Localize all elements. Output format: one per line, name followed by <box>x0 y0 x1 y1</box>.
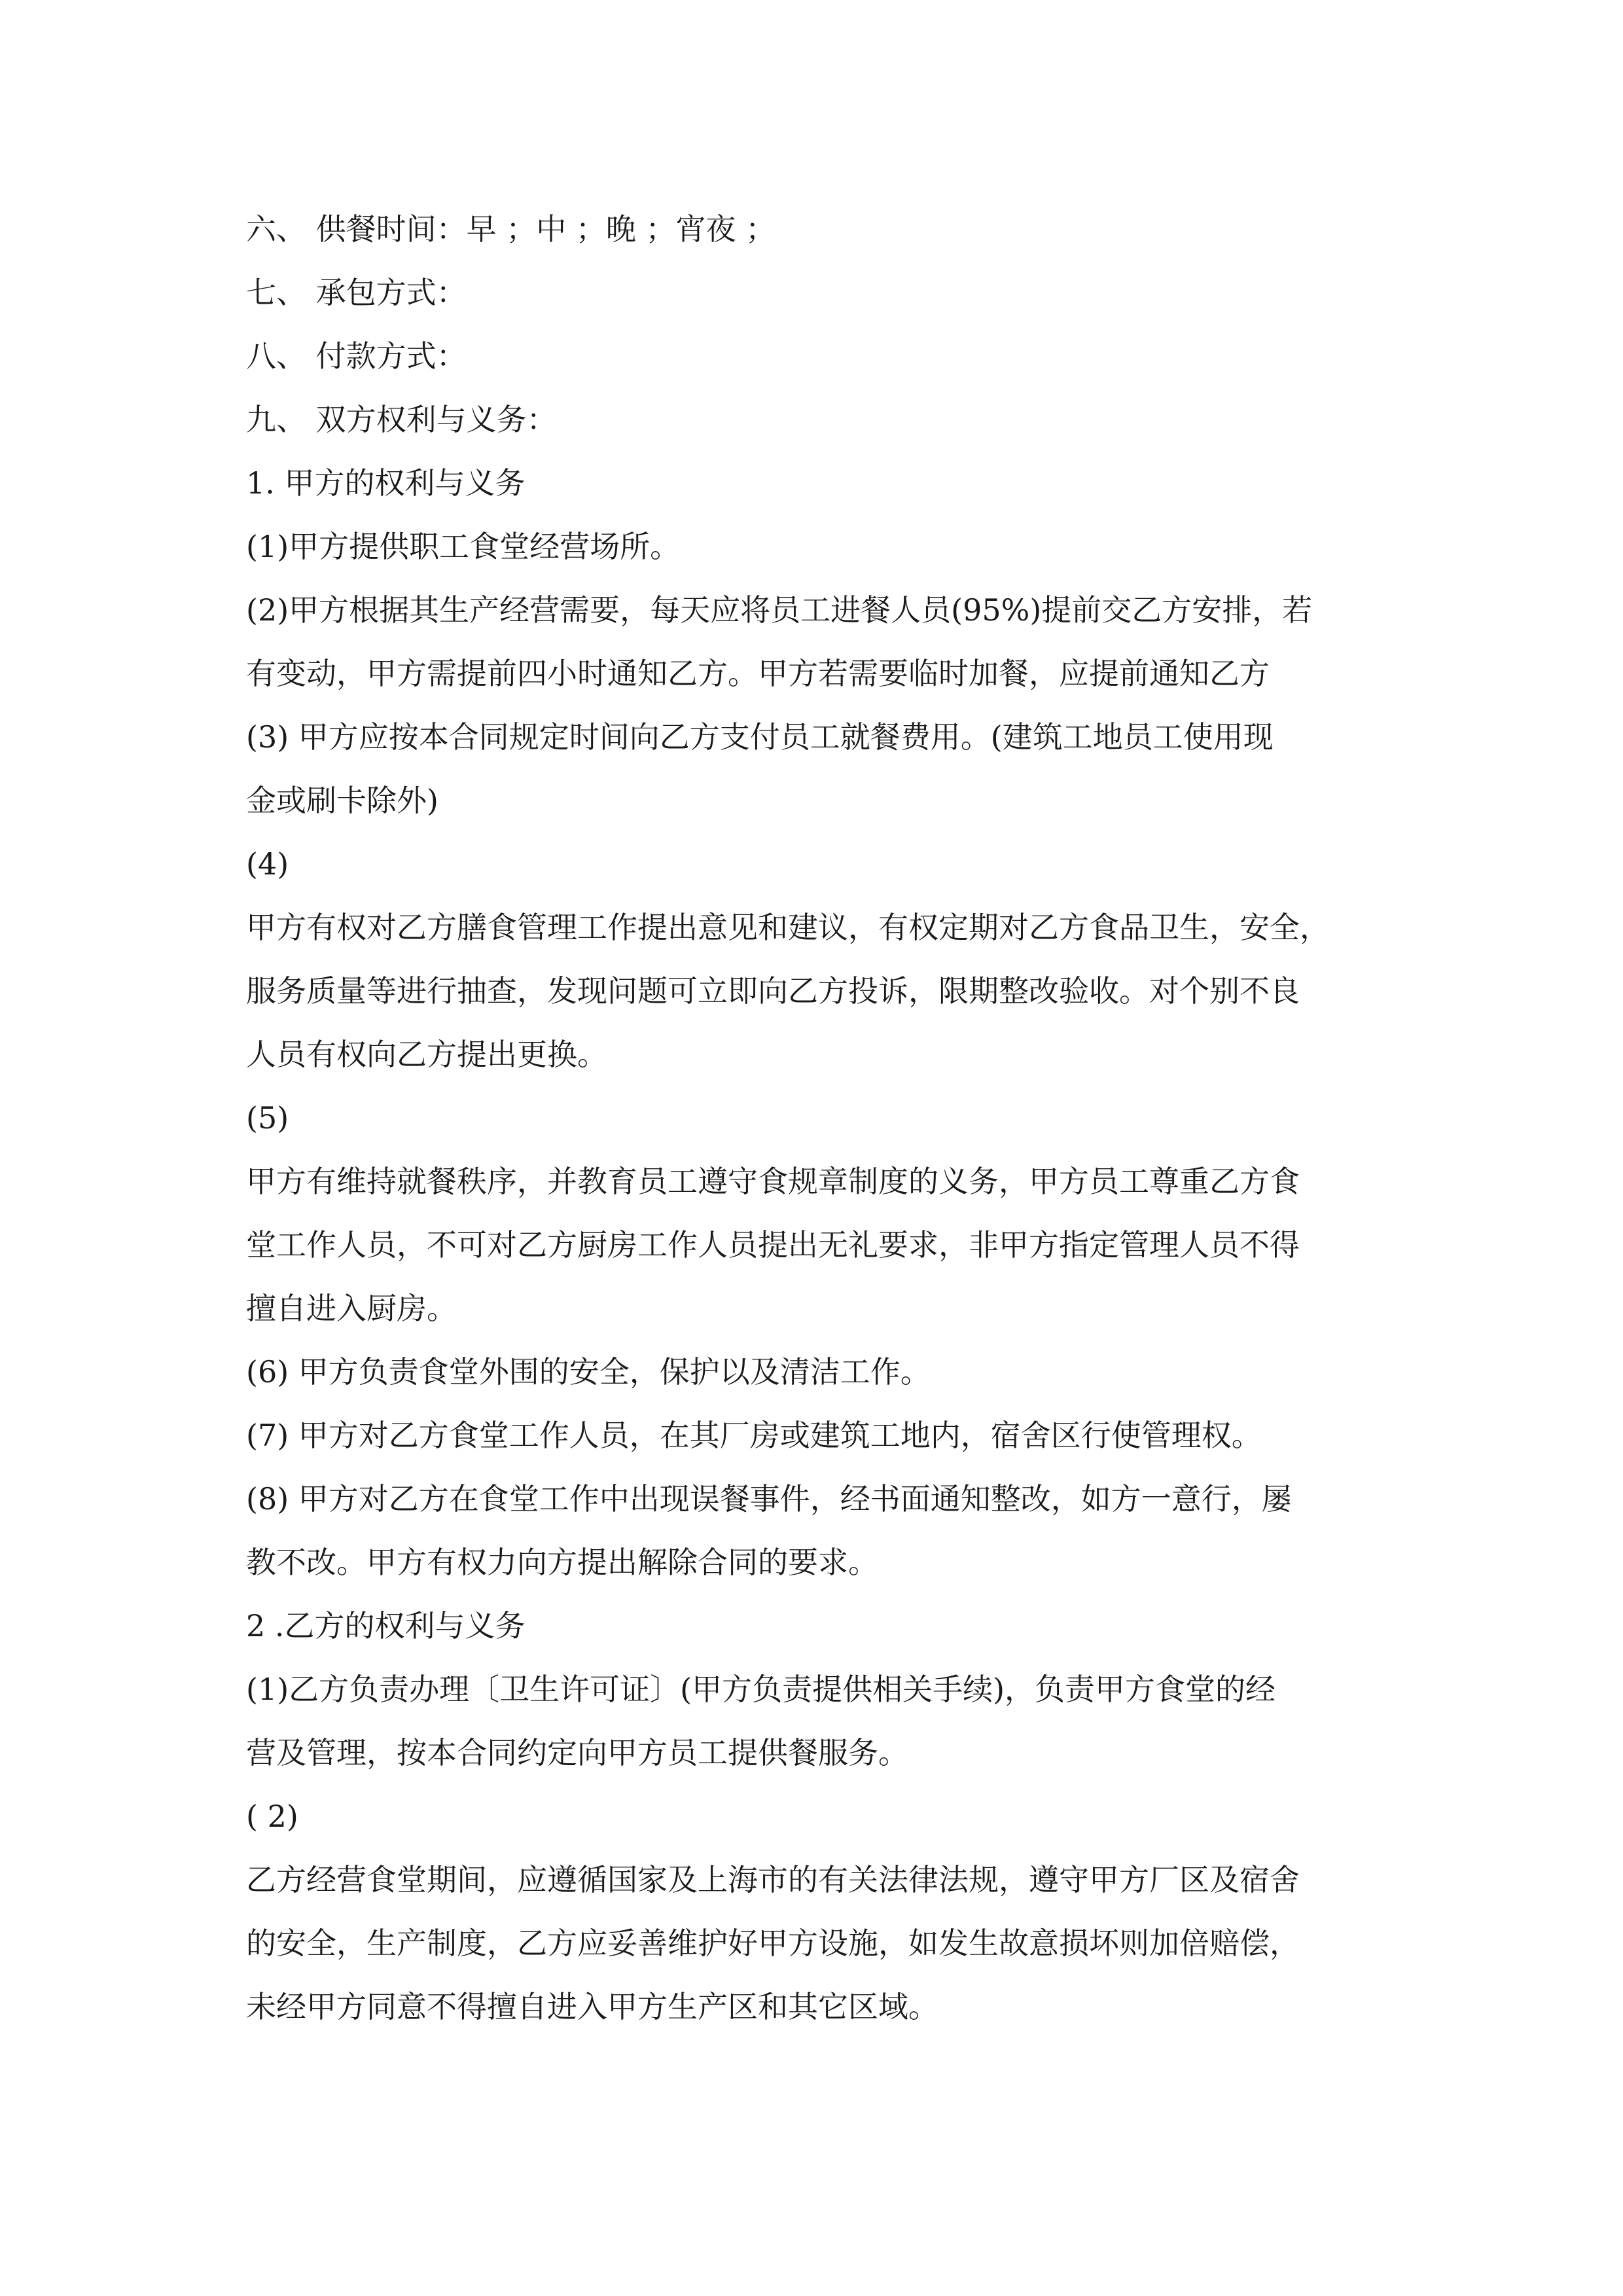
party-a-item-1: (1)甲方提供职工食堂经营场所。 <box>246 529 681 564</box>
clause-7-contract-method: 七、 承包方式： <box>246 275 467 310</box>
party-b-item-2-line-2: 的安全，生产制度，乙方应妥善维护好甲方设施，如发生故意损坏则加倍赔偿， <box>246 1926 1300 1961</box>
party-b-item-1-line-1: (1)乙方负责办理〔卫生许可证〕(甲方负责提供相关手续)，负责甲方食堂的经 <box>246 1672 1276 1707</box>
party-a-item-8-line-1: (8) 甲方对乙方在食堂工作中出现误餐事件，经书面通知整改，如方一意行，屡 <box>246 1481 1292 1516</box>
party-b-item-1-line-2: 营及管理，按本合同约定向甲方员工提供餐服务。 <box>246 1735 908 1770</box>
party-a-item-3-line-2: 金或刷卡除外) <box>246 783 438 818</box>
party-a-item-4-line-2: 服务质量等进行抽查，发现问题可立即向乙方投诉，限期整改验收。对个别不良 <box>246 973 1300 1009</box>
party-b-item-2-line-3: 未经甲方同意不得擅自进入甲方生产区和其它区域。 <box>246 1989 938 2024</box>
party-a-item-7: (7) 甲方对乙方食堂工作人员，在其厂房或建筑工地内，宿舍区行使管理权。 <box>246 1418 1262 1453</box>
section-2-heading: 2 .乙方的权利与义务 <box>246 1608 526 1643</box>
party-a-item-5-line-1: 甲方有维持就餐秩序，并教育员工遵守食规章制度的义务，甲方员工尊重乙方食 <box>246 1164 1300 1199</box>
party-a-item-6: (6) 甲方负责食堂外围的安全，保护以及清洁工作。 <box>246 1354 931 1390</box>
party-a-item-4-line-1: 甲方有权对乙方膳食管理工作提出意见和建议，有权定期对乙方食品卫生，安全， <box>246 910 1330 945</box>
clause-8-payment-method: 八、 付款方式： <box>246 338 467 374</box>
party-a-item-5-line-2: 堂工作人员，不可对乙方厨房工作人员提出无礼要求，非甲方指定管理人员不得 <box>246 1227 1300 1263</box>
party-a-item-8-line-2: 教不改。甲方有权力向方提出解除合同的要求。 <box>246 1545 878 1580</box>
party-a-item-5-number: (5) <box>246 1100 289 1136</box>
clause-6-meal-times: 六、 供餐时间：早 ；中 ；晚 ；宵夜 ； <box>246 211 776 247</box>
party-a-item-3-line-1: (3) 甲方应按本合同规定时间向乙方支付员工就餐费用。(建筑工地员工使用现 <box>246 719 1274 755</box>
party-a-item-4-number: (4) <box>246 846 289 882</box>
party-a-item-4-line-3: 人员有权向乙方提出更换。 <box>246 1037 607 1072</box>
clause-9-rights-obligations: 九、 双方权利与义务： <box>246 402 557 437</box>
party-b-item-2-number: ( 2) <box>246 1799 298 1834</box>
party-a-item-5-line-3: 擅自进入厨房。 <box>246 1291 457 1326</box>
party-b-item-2-line-1: 乙方经营食堂期间，应遵循国家及上海市的有关法律法规，遵守甲方厂区及宿舍 <box>246 1862 1300 1897</box>
section-1-heading: 1. 甲方的权利与义务 <box>246 465 526 501</box>
party-a-item-2-line-2: 有变动，甲方需提前四小时通知乙方。甲方若需要临时加餐，应提前通知乙方 <box>246 656 1270 691</box>
party-a-item-2-line-1: (2)甲方根据其生产经营需要，每天应将员工进餐人员(95%)提前交乙方安排，若 <box>246 592 1313 628</box>
